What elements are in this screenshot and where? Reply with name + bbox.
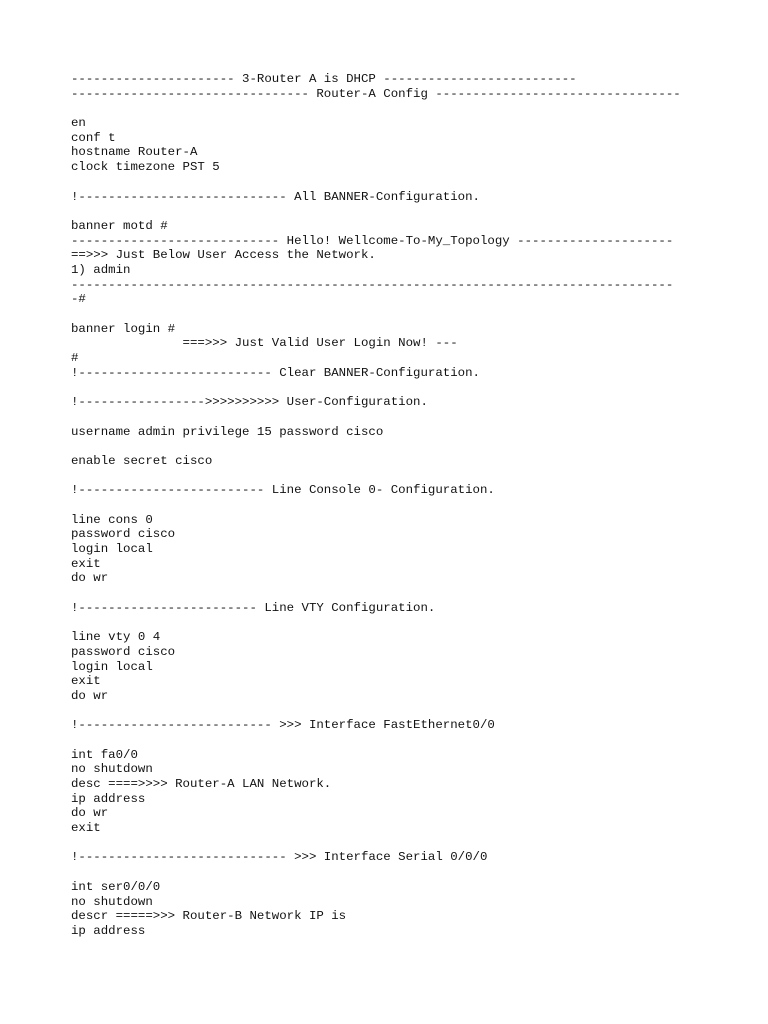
command-line: line vty 0 4	[71, 630, 161, 645]
comment-line: !-------------------------- Clear BANNER-Configuration.	[71, 365, 480, 380]
command-line: descr =====>>> Router-B Network IP is	[71, 909, 347, 924]
command-line: exit	[71, 674, 101, 689]
text-line	[71, 380, 761, 395]
command-line: password cisco	[71, 527, 176, 542]
text-line	[71, 439, 761, 454]
command-line: int fa0/0	[71, 747, 138, 762]
text-line	[71, 469, 761, 484]
command-line: username admin privilege 15 password cisco	[71, 424, 384, 439]
command-line: en	[71, 116, 86, 131]
text-line	[71, 307, 761, 322]
banner-line: -#	[71, 292, 86, 307]
command-line: banner motd #	[71, 218, 168, 233]
command-line: ip address	[71, 791, 146, 806]
command-line: password cisco	[71, 644, 176, 659]
document-page	[71, 72, 761, 939]
command-line: do wr	[71, 688, 109, 703]
comment-line: !----------------->>>>>>>>>> User-Configuration.	[71, 395, 428, 410]
comment-line: !---------------------------- All BANNER-Configuration.	[71, 189, 480, 204]
text-line	[71, 704, 761, 719]
config-heading-line: -------------------------------- Router-A Config ---------------------------------	[71, 86, 681, 101]
banner-line: ---------------------------- Hello! Wellcome-To-My_Topology ---------------------	[71, 233, 674, 248]
text-line	[71, 101, 761, 116]
text-line	[71, 836, 761, 851]
text-line	[71, 615, 761, 630]
command-line: ip address	[71, 923, 146, 938]
command-line: exit	[71, 821, 101, 836]
command-line: desc ====>>>> Router-A LAN Network.	[71, 777, 332, 791]
comment-line: !------------------------- Line Console 0- Configuration.	[71, 483, 495, 498]
text-line	[71, 204, 761, 219]
command-line: banner login #	[71, 321, 176, 336]
comment-line: !---------------------------- >>> Interface Serial 0/0/0	[71, 850, 488, 865]
text-line	[71, 498, 761, 513]
command-line: enable secret cisco	[71, 453, 213, 468]
comment-line: !------------------------ Line VTY Configuration.	[71, 600, 436, 615]
section-title-line: ---------------------- 3-Router A is DHCP --------------------------	[71, 72, 577, 86]
banner-line: ==>>> Just Below User Access the Network.	[71, 248, 376, 263]
banner-line: 1) admin	[71, 262, 131, 277]
command-line: no shutdown	[71, 894, 153, 909]
banner-line: ---------------------------------------------------------------------------------	[71, 277, 674, 292]
command-line: int ser0/0/0	[71, 879, 161, 894]
command-line: line cons 0	[71, 512, 153, 527]
text-line	[71, 410, 761, 425]
command-line: login local	[71, 542, 153, 556]
command-line: exit	[71, 556, 101, 571]
text-line	[71, 733, 761, 748]
command-line: do wr	[71, 806, 109, 821]
comment-line: !-------------------------- >>> Interface FastEthernet0/0	[71, 718, 495, 733]
text-line	[71, 865, 761, 880]
text-line	[71, 586, 761, 601]
command-line: clock timezone PST 5	[71, 160, 220, 175]
banner-line: ===>>> Just Valid User Login Now! ---	[71, 336, 458, 351]
command-line: no shutdown	[71, 762, 153, 777]
command-line: conf t	[71, 130, 116, 145]
command-line: login local	[71, 659, 153, 674]
text-line	[71, 175, 761, 190]
command-line: hostname Router-A	[71, 145, 198, 160]
command-line: do wr	[71, 571, 109, 586]
banner-line: #	[71, 351, 79, 366]
